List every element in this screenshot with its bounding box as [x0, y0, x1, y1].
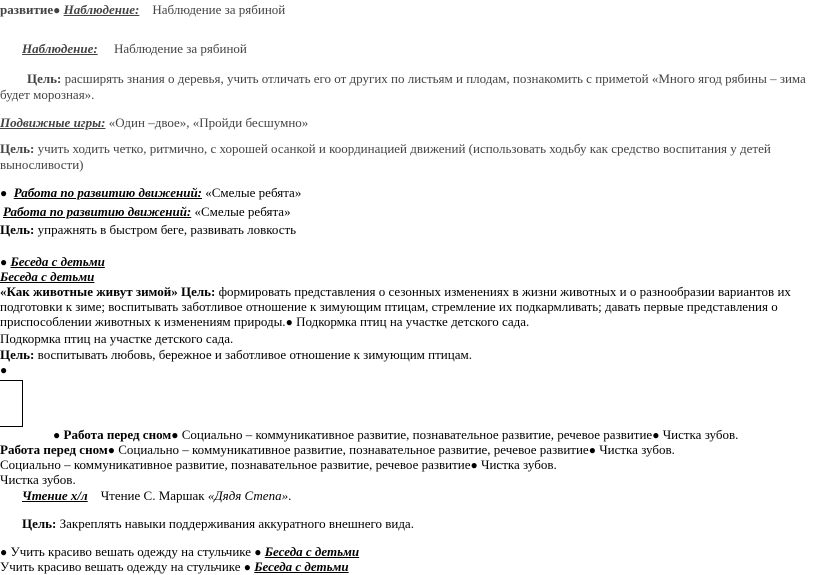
- sleep-3: [0, 457, 557, 473]
- label: Цель:: [0, 222, 35, 237]
- bullet-icon: ●: [0, 545, 8, 559]
- games: [0, 115, 308, 130]
- bullet-icon: ●: [243, 560, 252, 574]
- bullet-icon: ●: [254, 545, 262, 559]
- text: Чистка зубов.: [481, 457, 557, 472]
- bullet-icon: ●: [588, 443, 596, 457]
- reading: [22, 488, 291, 503]
- text: Учить красиво вешать одежду на стульчике: [0, 559, 241, 574]
- bullet-icon: ●: [0, 255, 8, 269]
- bullet-icon: ●: [171, 428, 179, 442]
- text: Наблюдение за рябиной: [152, 2, 286, 17]
- label: Цель:: [0, 347, 35, 362]
- goal-2: [0, 141, 808, 172]
- text: расширять знания о деревья, учить отличать его от других по листьям и плодам, познакомить с приметой «Много ягод рябины – зима будет морозная».: [0, 71, 806, 102]
- text: .: [288, 488, 292, 503]
- goal-1: [0, 71, 808, 102]
- talk-3: [0, 284, 808, 330]
- book-title: «Дядя Степа»: [207, 488, 289, 503]
- feed: Подкормка птиц на участке детского сада.: [0, 331, 234, 346]
- dress-1: [0, 544, 359, 560]
- frame-box: [0, 380, 23, 427]
- line-1: [0, 2, 285, 18]
- bullet-icon: ●: [470, 458, 478, 472]
- text: упражнять в быстром беге, развивать ловкость: [37, 222, 297, 237]
- goal-5: [22, 516, 414, 531]
- observation: [22, 41, 247, 56]
- label: Беседа с детьми: [264, 544, 360, 559]
- sleep-2: [0, 442, 675, 458]
- text: Социально – коммуникативное развитие, познавательное развитие, речевое развитие: [181, 427, 653, 442]
- text: учить ходить четко, ритмично, с хорошей осанкой и координацией движений (использовать ходьбу как средство воспитания у детей выносливости): [0, 141, 771, 172]
- bullet-icon: ●: [53, 428, 61, 442]
- bullet-icon: ●: [53, 3, 61, 17]
- text: «Смелые ребята»: [194, 204, 291, 219]
- teeth: Чистка зубов.: [0, 472, 76, 487]
- text: Социально – коммуникативное развитие, познавательное развитие, речевое развитие: [0, 457, 471, 472]
- movement-2: [3, 204, 291, 219]
- label: Беседа с детьми: [254, 559, 349, 574]
- text: «Смелые ребята»: [205, 185, 302, 200]
- label: Работа перед сном: [0, 442, 108, 457]
- goal-4: [0, 347, 472, 362]
- label: Беседа с детьми: [0, 269, 95, 284]
- label: Подвижные игры:: [0, 115, 106, 130]
- bullet-icon: ●: [285, 315, 293, 329]
- talk-1: [0, 254, 105, 270]
- label: Работа по развитию движений:: [13, 185, 203, 200]
- text: Учить красиво вешать одежду на стульчике: [10, 544, 252, 559]
- bullet-icon: ●: [0, 363, 8, 377]
- talk-2: [0, 269, 94, 284]
- label: Цель:: [27, 71, 62, 86]
- text: Закреплять навыки поддерживания аккуратного внешнего вида.: [59, 516, 414, 531]
- text: Подкормка птиц на участке детского сада.: [296, 314, 530, 329]
- movement-1: [0, 185, 301, 201]
- text: Наблюдение за рябиной: [113, 41, 247, 56]
- bullet-icon: ●: [0, 186, 8, 200]
- label: Беседа с детьми: [10, 254, 105, 269]
- text: Социально – коммуникативное развитие, познавательное развитие, речевое развитие: [118, 442, 589, 457]
- text: развитие: [0, 2, 54, 17]
- text: Чистка зубов.: [599, 442, 675, 457]
- label: Работа по развитию движений:: [3, 204, 192, 219]
- label: Цель:: [180, 284, 216, 299]
- title: «Как животные живут зимой»: [0, 284, 178, 299]
- text: формировать представления о сезонных изменениях в жизни животных и о разнообразии вариантов их подготовки к зиме; воспитывать заботливое отношение к зимующим птицам, стремление их подкармливать; давать первые представления о приспособлении животных к изменениям природы.: [0, 284, 791, 329]
- label: Цель:: [22, 516, 57, 531]
- sleep-1: [53, 427, 738, 443]
- text: Чтение С. Маршак: [100, 488, 208, 503]
- bullet-icon: ●: [652, 428, 660, 442]
- label: Работа перед сном: [63, 427, 172, 442]
- goal-3: [0, 222, 296, 237]
- label: Наблюдение:: [63, 2, 140, 17]
- bullet-icon: ●: [107, 443, 115, 457]
- text: воспитывать любовь, бережное и заботливое отношение к зимующим птицам.: [37, 347, 472, 362]
- text: Чистка зубов.: [662, 427, 739, 442]
- label: Чтение х/л: [22, 488, 88, 503]
- label: Наблюдение:: [22, 41, 98, 56]
- label: Цель:: [0, 141, 35, 156]
- text: «Один –двое», «Пройди бесшумно»: [108, 115, 309, 130]
